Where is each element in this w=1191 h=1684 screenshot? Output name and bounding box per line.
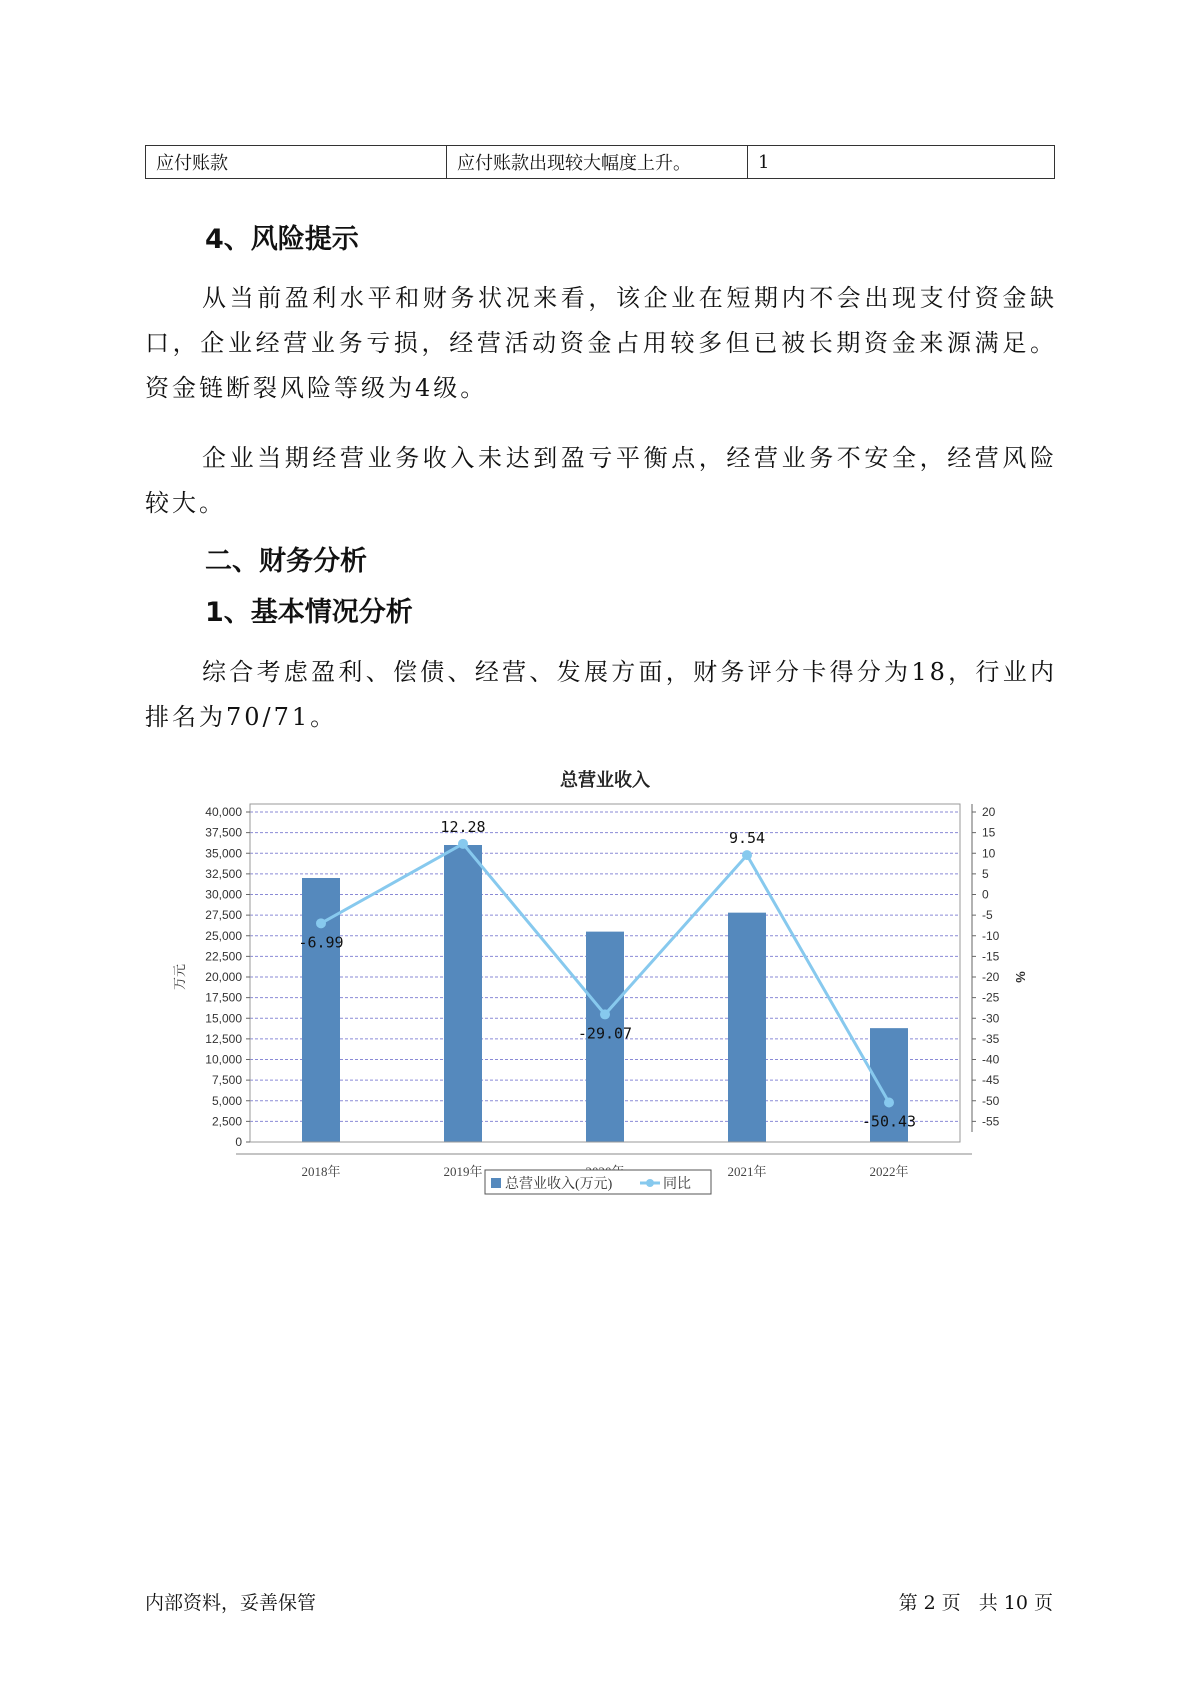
yoy-point: [316, 918, 326, 928]
revenue-chart: [160, 764, 1040, 1224]
risk-paragraph-2: 企业当期经营业务收入未达到盈亏平衡点，经营业务不安全，经营风险较大。: [145, 444, 1057, 517]
legend-bar-label: 总营业收入(万元): [505, 1177, 613, 1192]
legend-bar-swatch: [491, 1178, 501, 1188]
right-tick-label: -55: [982, 1114, 1000, 1129]
left-tick-label: 20,000: [205, 970, 242, 984]
left-tick-label: 15,000: [205, 1011, 242, 1026]
left-tick-label: 10,000: [205, 1052, 242, 1067]
bar: [728, 913, 766, 1142]
bar: [444, 845, 482, 1142]
finance-heading: 二、财务分析: [205, 546, 367, 577]
table-row: [146, 146, 1055, 179]
left-tick-label: 40,000: [205, 805, 242, 819]
footer-page-info: [896, 1588, 1056, 1615]
indicator-score-cell: 1: [748, 146, 1055, 179]
right-tick-label: 15: [982, 825, 996, 840]
right-tick-label: -40: [982, 1052, 1000, 1067]
page-number: 2: [923, 1592, 936, 1614]
right-tick-label: -35: [982, 1031, 1000, 1046]
basic-analysis-heading: 1、基本情况分析: [205, 597, 413, 628]
left-tick-label: 17,500: [205, 990, 242, 1005]
risk-paragraph-1: 从当前盈利水平和财务状况来看，该企业在短期内不会出现支付资金缺口，企业经营业务亏损，经营活动资金占用较多但已被长期资金来源满足。资金链断裂风险等级为4级。: [145, 284, 1057, 402]
left-tick-label: 2,500: [211, 1114, 242, 1129]
yoy-data-label: 9.54: [728, 829, 766, 848]
left-tick-label: 32,500: [205, 866, 242, 881]
yoy-data-label: -29.07: [577, 1024, 633, 1043]
right-tick-label: -10: [982, 928, 1000, 943]
right-tick-label: -30: [982, 1011, 1000, 1026]
left-tick-label: 0: [235, 1135, 242, 1149]
right-tick-label: -50: [982, 1093, 1000, 1108]
left-tick-label: 25,000: [205, 928, 242, 943]
right-tick-label: 20: [982, 805, 996, 819]
yoy-data-label: -6.99: [298, 933, 344, 952]
legend-line-label: 同比: [663, 1177, 691, 1192]
left-tick-label: 5,000: [211, 1093, 242, 1108]
risk-heading: 4、风险提示: [205, 224, 359, 255]
indicator-table: [145, 145, 1055, 179]
right-tick-label: 10: [982, 846, 996, 861]
left-tick-label: 7,500: [211, 1073, 242, 1088]
yoy-point: [884, 1098, 894, 1108]
right-tick-label: -5: [982, 908, 993, 923]
revenue-chart-svg: [160, 764, 1040, 1224]
finance-paragraph: 综合考虑盈利、偿债、经营、发展方面，财务评分卡得分为18，行业内排名为70/71。: [145, 658, 1057, 731]
right-axis-title: %: [1013, 971, 1028, 983]
total-pages: 10: [1003, 1592, 1028, 1614]
right-tick-label: 5: [982, 866, 989, 881]
indicator-name-cell: 应付账款: [146, 146, 447, 179]
right-tick-label: 0: [982, 887, 989, 902]
x-tick-label: 2022年: [869, 1164, 909, 1179]
indicator-desc-cell: 应付账款出现较大幅度上升。: [447, 146, 748, 179]
right-tick-label: -20: [982, 970, 1000, 984]
yoy-data-label: -50.43: [861, 1112, 917, 1131]
total-prefix: 共: [978, 1592, 998, 1614]
right-tick-label: -25: [982, 990, 1000, 1005]
right-tick-label: -45: [982, 1073, 1000, 1088]
page-unit: 页: [941, 1592, 961, 1614]
left-tick-label: 35,000: [205, 846, 242, 861]
footer-confidential: 内部资料，妥善保管: [145, 1592, 317, 1614]
left-tick-label: 37,500: [205, 825, 242, 840]
left-axis-title: 万元: [172, 963, 187, 991]
yoy-point: [600, 1009, 610, 1019]
x-tick-label: 2018年: [301, 1164, 341, 1179]
legend-line-marker: [646, 1179, 654, 1187]
left-tick-label: 27,500: [205, 908, 242, 923]
x-tick-label: 2021年: [727, 1164, 767, 1179]
yoy-point: [458, 839, 468, 849]
yoy-point: [742, 850, 752, 860]
chart-title: 总营业收入: [560, 770, 650, 790]
total-unit: 页: [1033, 1592, 1053, 1614]
yoy-data-label: 12.28: [440, 817, 486, 836]
left-tick-label: 30,000: [205, 887, 242, 902]
right-tick-label: -15: [982, 949, 1000, 964]
left-tick-label: 12,500: [205, 1031, 242, 1046]
left-tick-label: 22,500: [205, 949, 242, 964]
x-tick-label: 2019年: [443, 1164, 483, 1179]
page-prefix: 第: [898, 1592, 918, 1614]
